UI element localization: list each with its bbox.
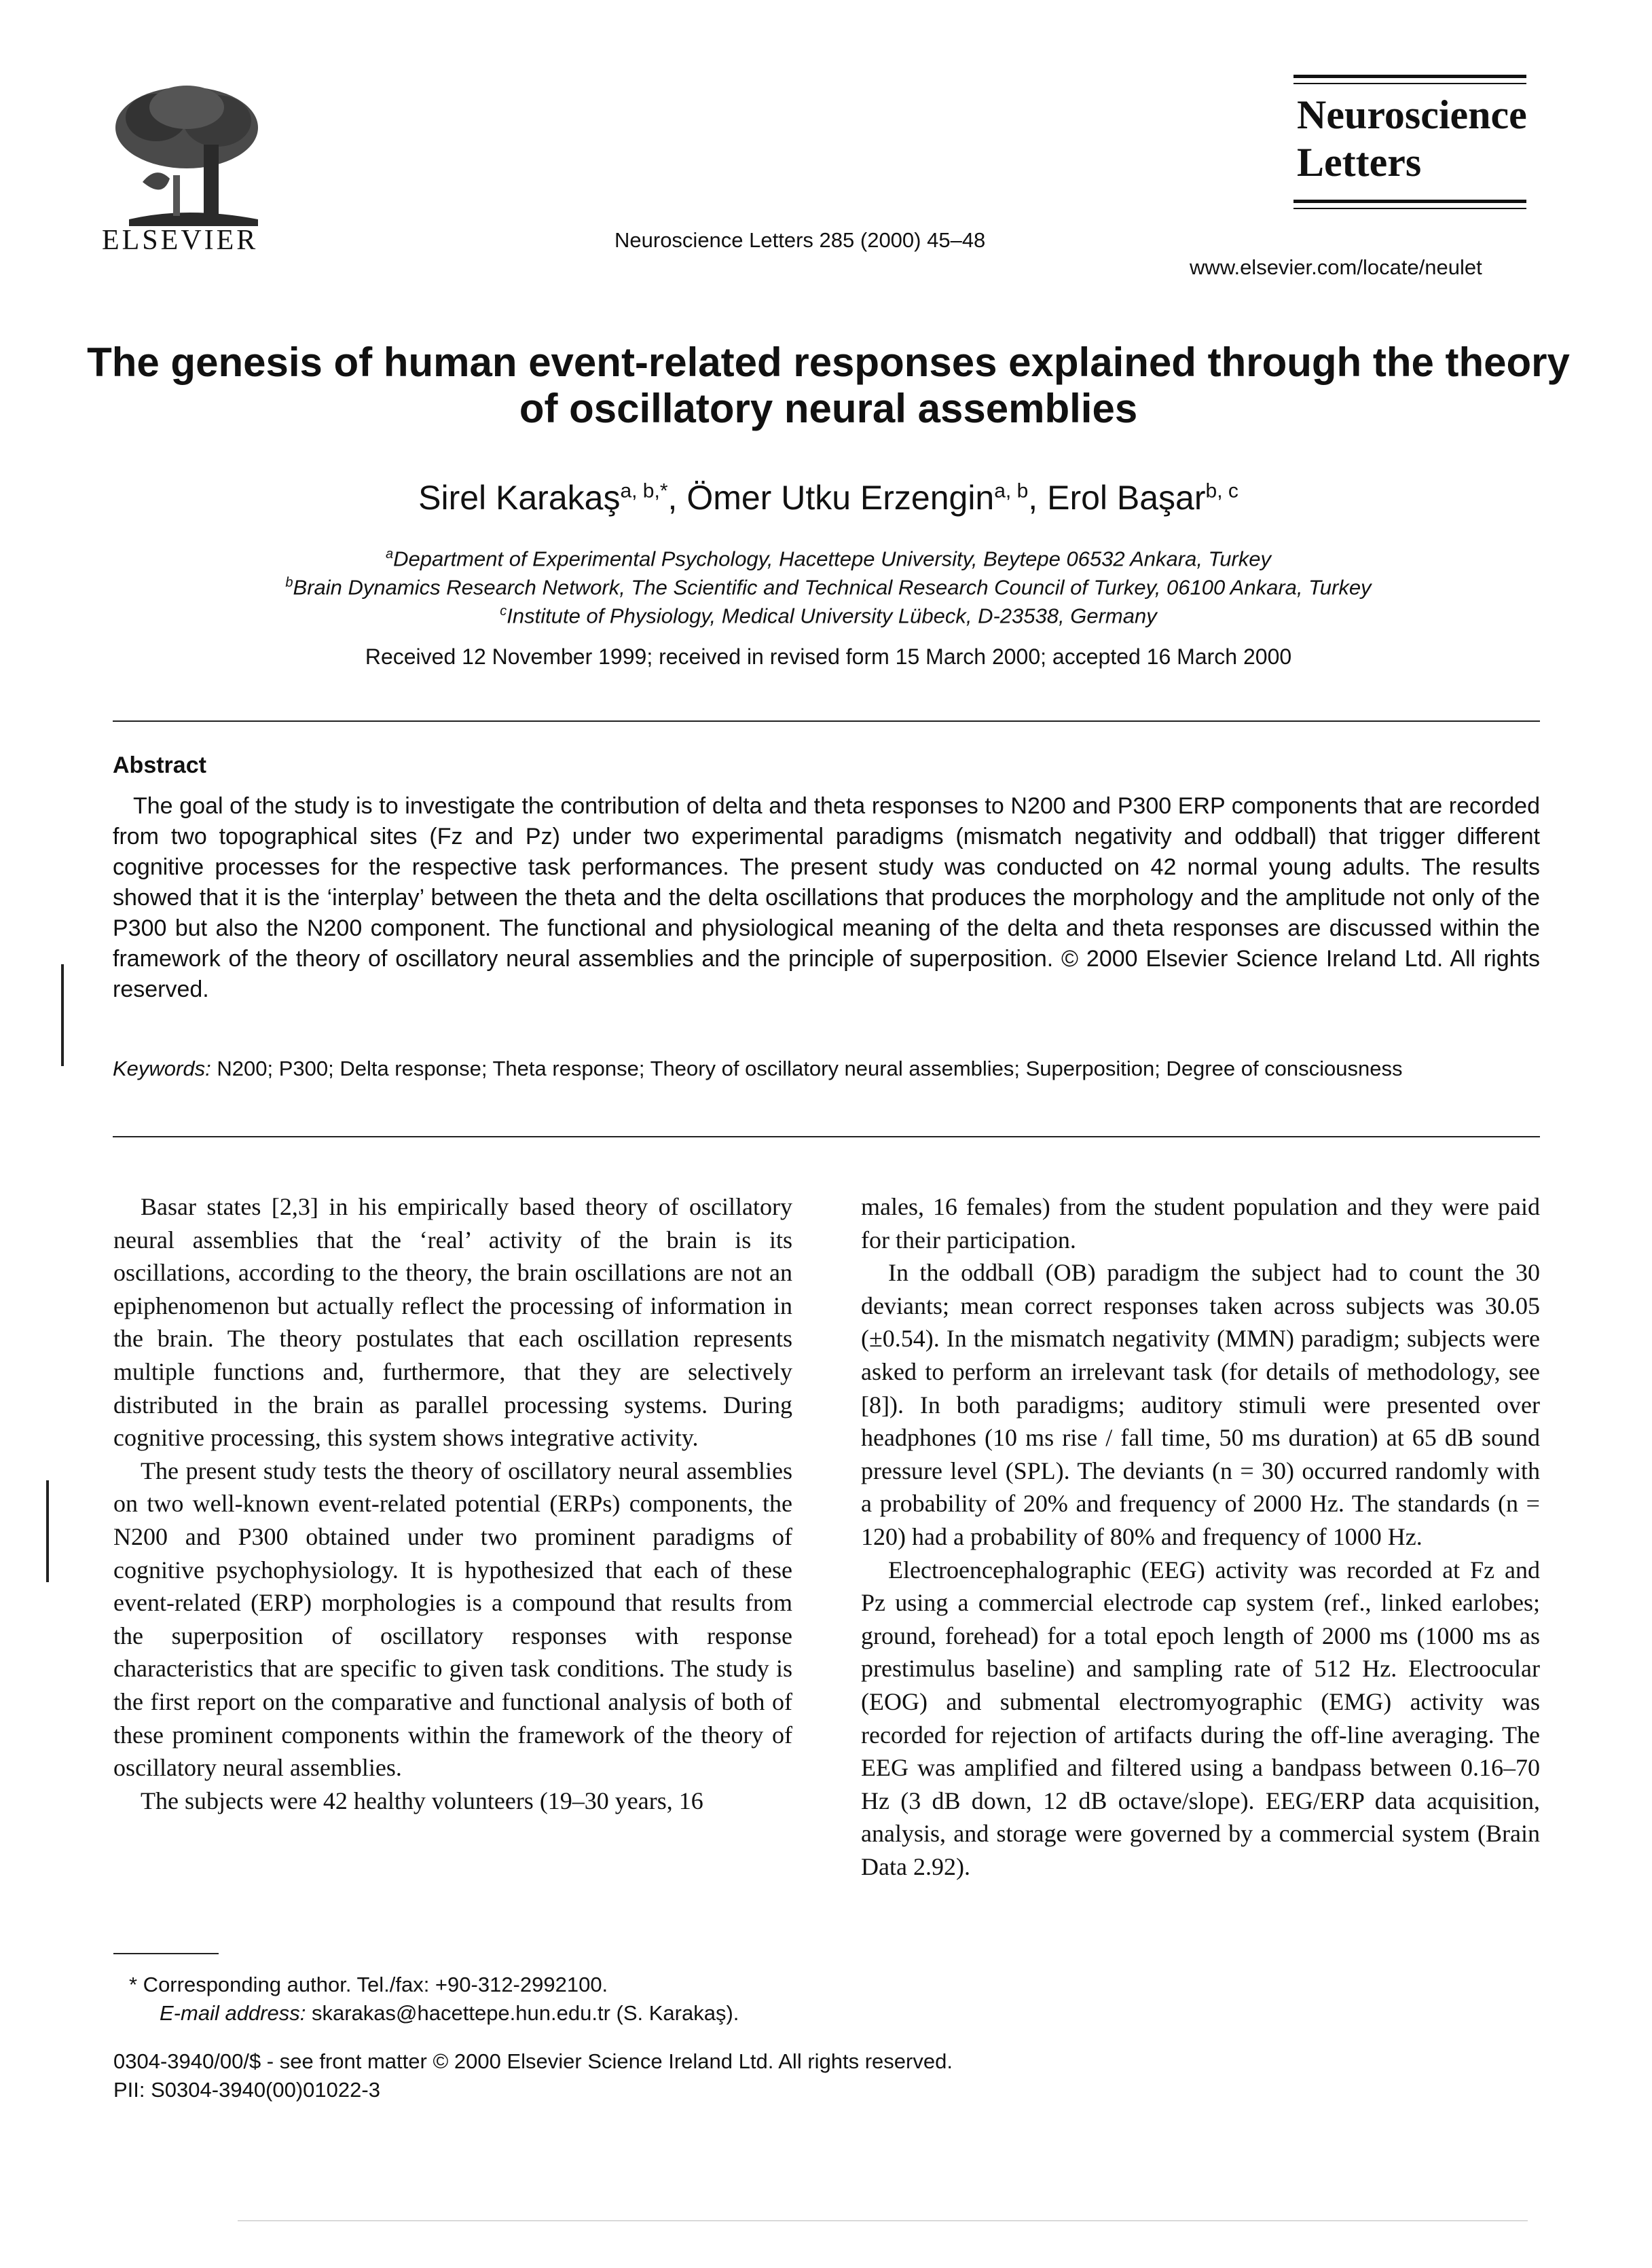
- author-name: Sirel Karakaş: [418, 479, 621, 517]
- affiliation: [81, 598, 1575, 629]
- author-name: Ömer Utku Erzengin: [686, 479, 995, 517]
- masthead-top-rule: [1293, 75, 1526, 84]
- journal-citation: Neuroscience Letters 285 (2000) 45–48: [614, 228, 986, 252]
- copyright-line: 0304-3940/00/$ - see front matter © 2000 Elsevier Science Ireland Ltd. All rights reserved.: [113, 2049, 953, 2073]
- email-label: E-mail address:: [160, 2001, 306, 2025]
- abstract-heading: Abstract: [113, 752, 206, 778]
- abstract-text: The goal of the study is to investigate the contribution of delta and theta responses to N200 and P300 ERP components that are recorded from two topographical sites (Fz and Pz) under two experimental paradigms (mismatch negativity and oddball) that trigger different cognitive processes for the respective task performances. The present study was conducted on 42 normal young adults. The results showed that it is the ‘interplay’ between the theta and the delta oscillations that produces the morphology and the amplitude not only of the P300 but also the N200 component. The functional and physiological meaning of the delta and theta responses are discussed within the framework of the theory of oscillatory neural assemblies and the principle of superposition. © 2000 Elsevier Science Ireland Ltd. All rights reserved.: [113, 793, 1540, 1002]
- affiliation-text: Department of Experimental Psychology, Hacettepe University, Beytepe 06532 Ankara, Turkey: [393, 547, 1271, 571]
- journal-name: Neuroscience Letters: [1297, 92, 1527, 185]
- body-column-right: [861, 1190, 1540, 1883]
- affiliation-text: Brain Dynamics Research Network, The Scientific and Technical Research Council of Turkey, 06100 Ankara, Turkey: [293, 575, 1372, 600]
- email-line: [129, 1999, 739, 2028]
- body-paragraph: In the oddball (OB) paradigm the subject had to count the 30 deviants; mean correct responses taken across subjects was 30.05 (±0.54). In the mismatch negativity (MMN) paradigm; subjects were asked to perform an irrelevant task (for details of methodology, see [8]). In both paradigms; auditory stimuli were presented over headphones (10 ms rise / fall time, 50 ms duration) at 65 dB sound pressure level (SPL). The deviants (n = 30) occurred randomly with a probability of 20% and frequency of 2000 Hz. The standards (n = 120) had a probability of 80% and frequency of 1000 Hz.: [861, 1259, 1540, 1550]
- received-dates: Received 12 November 1999; received in revised form 15 March 2000; accepted 16 March 2000: [365, 644, 1292, 669]
- divider: [113, 1136, 1540, 1137]
- affiliation-mark: a: [386, 547, 394, 562]
- masthead-bottom-rule: [1293, 200, 1526, 209]
- affiliation-text: Institute of Physiology, Medical University Lübeck, D-23538, Germany: [507, 604, 1157, 628]
- journal-url[interactable]: www.elsevier.com/locate/neulet: [1190, 255, 1482, 279]
- body-paragraph: Electroencephalographic (EEG) activity was recorded at Fz and Pz using a commercial electrode cap system (ref., linked earlobes; ground, forehead) for a total epoch length of 2000 ms (1000 ms as prestimulus baseline) and sampling rate of 512 Hz. Electroocular (EOG) and submental electromyographic (EMG) activity was recorded for rejection of artifacts during the off-line averaging. The EEG was amplified and filtered using a bandpass between 0.16–70 Hz (3 dB down, 12 dB octave/slope). EEG/ERP data acquisition, analysis, and storage were governed by a commercial system (Brain Data 2.92).: [861, 1556, 1540, 1880]
- divider: [113, 720, 1540, 722]
- author-separator: ,: [1028, 479, 1048, 517]
- affiliation: [81, 569, 1575, 601]
- body-paragraph: The subjects were 42 healthy volunteers (19–30 years, 16: [141, 1787, 703, 1814]
- elsevier-tree-logo: [102, 80, 272, 236]
- publisher-name: ELSEVIER: [102, 225, 259, 256]
- keywords-label: Keywords:: [113, 1057, 211, 1080]
- body-paragraph: The present study tests the theory of oscillatory neural assemblies on two well-known event-related potential (ERPs) components, the N200 and P300 obtained under two prominent paradigms of cognitive psychophysiology. It is hypothesized that each of these event-related (ERP) morphologies is a compound that results from the superposition of oscillatory responses with response characteristics that are specific to given task conditions. The study is the first report on the comparative and functional analysis of both of these prominent components within the framework of the theory of oscillatory neural assemblies.: [113, 1457, 792, 1782]
- email-address[interactable]: skarakas@hacettepe.hun.edu.tr (S. Karakaş).: [311, 2001, 739, 2025]
- author-affiliation-marks: a, b: [994, 479, 1029, 502]
- keywords: [113, 1055, 1540, 1083]
- body-paragraph: males, 16 females) from the student population and they were paid for their participation.: [861, 1193, 1540, 1254]
- article-title: The genesis of human event-related responses explained through the theory of oscillatory neural assemblies: [87, 340, 1570, 431]
- footnote-rule: [113, 1953, 219, 1954]
- scan-edge-line: [238, 2220, 1528, 2221]
- journal-masthead: [1293, 75, 1526, 209]
- page-footer: [113, 2047, 953, 2104]
- margin-mark: [46, 1480, 49, 1582]
- body-column-left: [113, 1190, 792, 1817]
- affiliation-mark: c: [500, 604, 507, 619]
- corresponding-author-note: * Corresponding author. Tel./fax: +90-312-2992100.: [129, 1973, 608, 1996]
- author-list: [81, 478, 1575, 517]
- footnote: [129, 1971, 739, 2028]
- author-separator: ,: [667, 479, 687, 517]
- author-name: Erol Başar: [1047, 479, 1206, 517]
- author-affiliation-marks: b, c: [1205, 479, 1238, 502]
- keywords-text: N200; P300; Delta response; Theta response; Theory of oscillatory neural assemblies; Superposition; Degree of consciousness: [217, 1057, 1403, 1080]
- margin-mark: [61, 964, 64, 1066]
- author-affiliation-marks: a, b,*: [620, 479, 668, 502]
- body-paragraph: Basar states [2,3] in his empirically based theory of oscillatory neural assemblies that the ‘real’ activity of the brain is its oscillations, according to the theory, the brain oscillations are not an epiphenomenon but actually reflect the processing of information in the brain. The theory postulates that each oscillation represents multiple functions and, furthermore, that they are selectively distributed in the brain as parallel processing systems. During cognitive processing, this system shows integrative activity.: [113, 1193, 792, 1452]
- affiliation-mark: b: [285, 575, 293, 590]
- affiliation: [81, 541, 1575, 572]
- pii-line: PII: S0304-3940(00)01022-3: [113, 2078, 380, 2102]
